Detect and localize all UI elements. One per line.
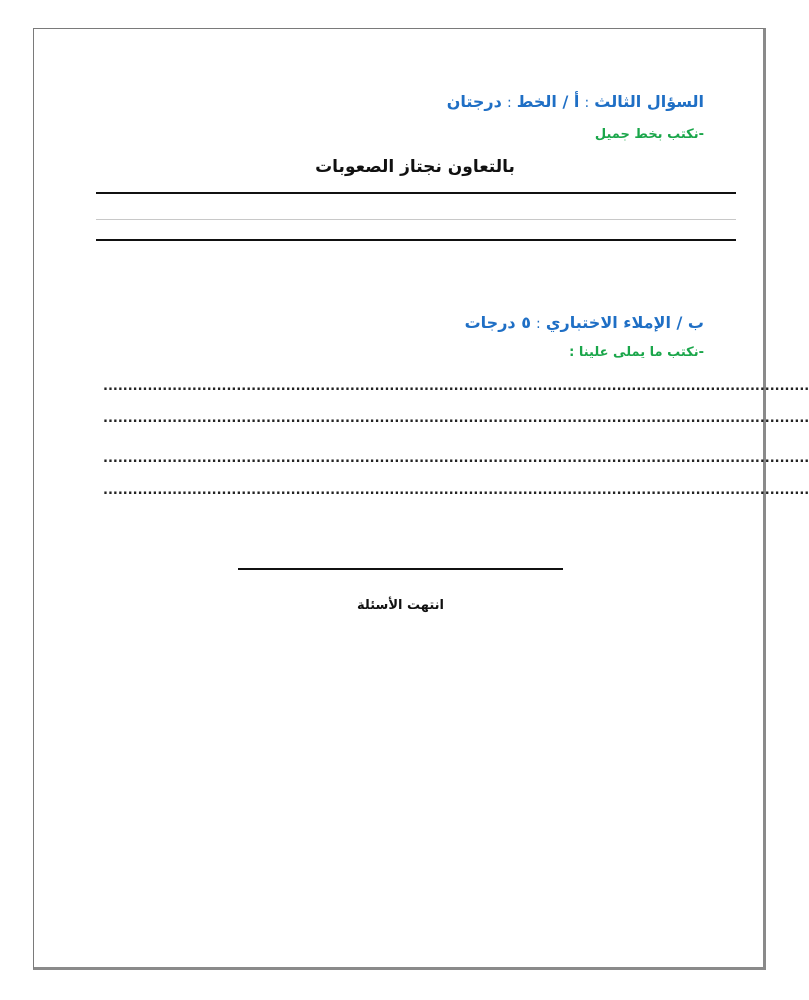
part-b-heading [465, 313, 704, 332]
end-divider [238, 568, 563, 570]
part-b-score: ٥ درجات [464, 313, 531, 332]
part-b-separator: : [536, 316, 541, 332]
heading-separator-2: : [506, 95, 512, 111]
part-a-instruction: -نكتب بخط جميل [594, 127, 704, 142]
question-3-heading [447, 92, 704, 111]
dictation-line-2: ............................................................................................................................................... [103, 411, 809, 426]
part-a-score: درجتان [446, 92, 502, 111]
dictation-line-3: ............................................................................................................................................... [103, 451, 809, 466]
end-of-questions-text: انتهت الأسئلة [357, 598, 444, 613]
model-sentence: بالتعاون نجتاز الصعوبات [315, 157, 515, 177]
part-b-title: ب / الإملاء الاختباري [545, 313, 704, 332]
dictation-line-1: ............................................................................................................................................... [103, 379, 809, 394]
dictation-line-4: ............................................................................................................................................... [103, 483, 809, 498]
writing-line-bottom [96, 239, 736, 241]
question-3-title: السؤال الثالث [594, 92, 704, 111]
writing-line-top [96, 192, 736, 194]
heading-separator: : [584, 95, 590, 111]
part-a-title: أ / الخط [516, 92, 580, 111]
part-b-instruction: -نكتب ما يملى علينا : [569, 345, 704, 360]
writing-line-middle [96, 219, 736, 220]
